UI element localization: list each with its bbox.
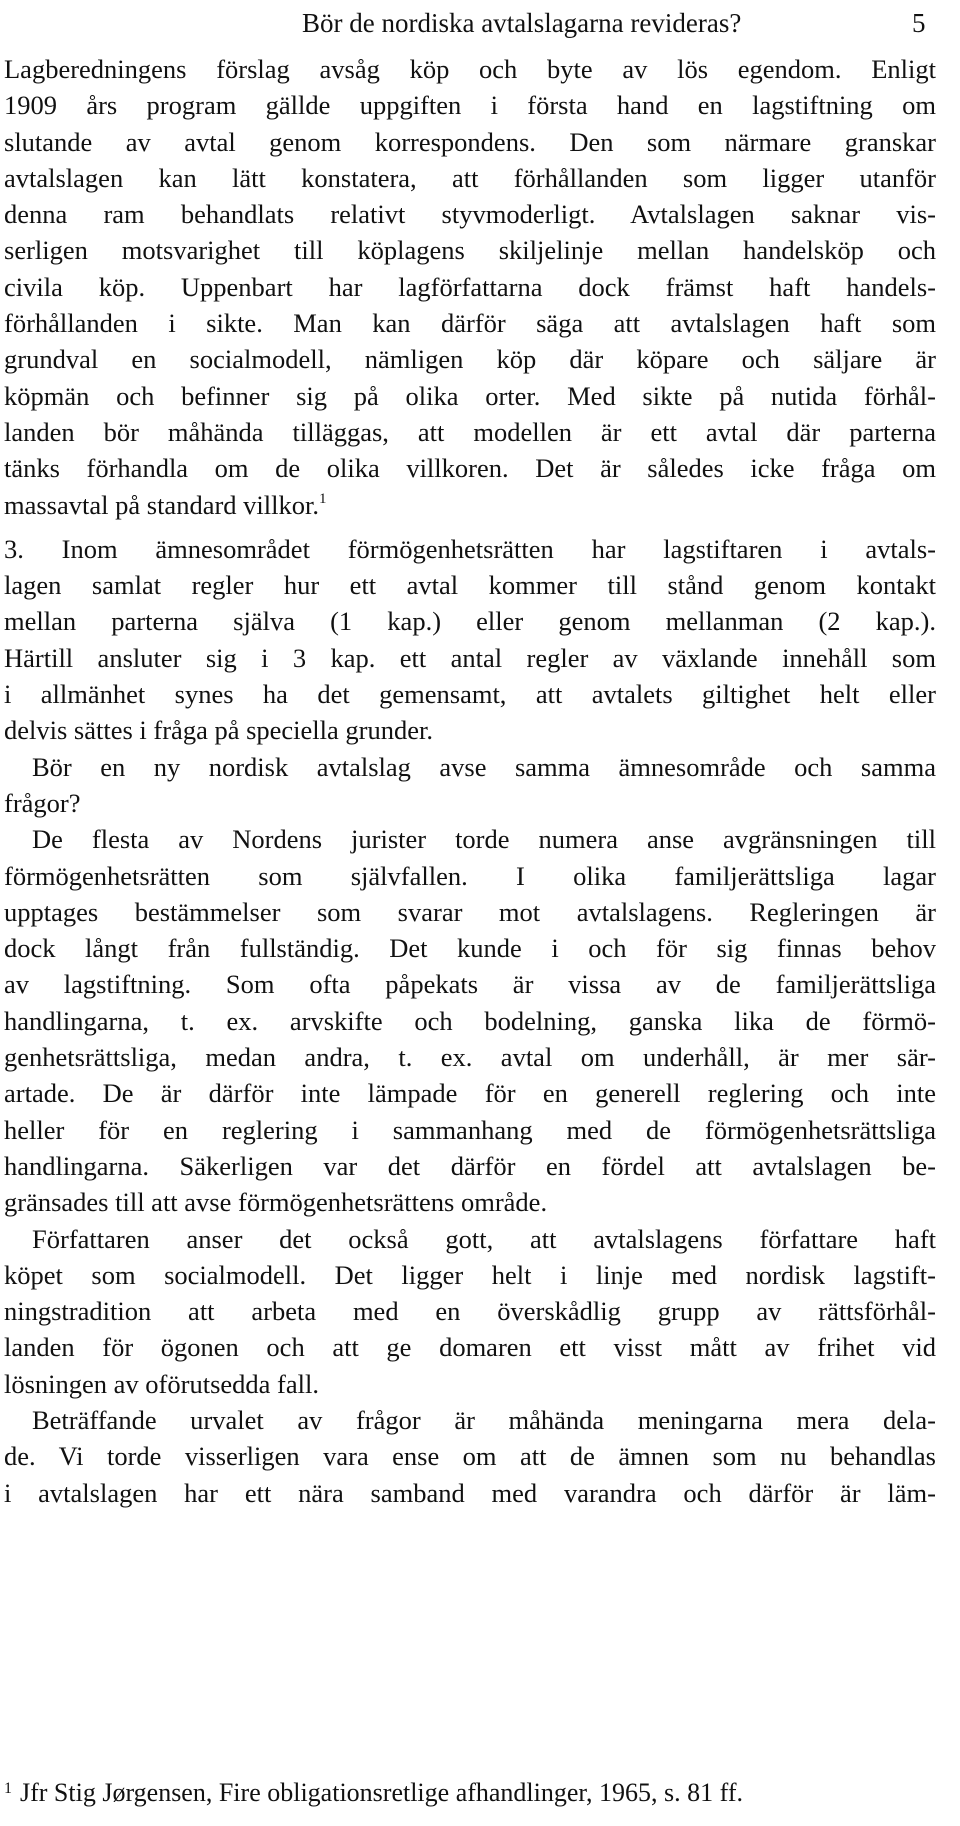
text-line: denna ram behandlats relativt styvmoderligt. Avtalslagen saknar vis- bbox=[4, 199, 936, 230]
footnote-text: Jfr Stig Jørgensen, Fire obligationsretlige afhandlinger, 1965, s. 81 ff. bbox=[20, 1778, 743, 1807]
text-line: gränsades till att avse förmögenhetsrättens område. bbox=[4, 1187, 548, 1218]
text-line: artade. De är därför inte lämpade för en generell reglering och inte bbox=[4, 1078, 936, 1109]
text-line: landen för ögonen och att ge domaren ett visst mått av frihet vid bbox=[4, 1332, 936, 1363]
text-line: avtalslagen kan lätt konstatera, att förhållanden som ligger utanför bbox=[4, 162, 936, 193]
text-line: Författaren anser det också gott, att avtalslagens författare haft bbox=[32, 1223, 936, 1254]
text-line: ningstradition att arbeta med en överskådlig grupp av rättsförhål- bbox=[4, 1296, 936, 1327]
text-line: Bör en ny nordisk avtalslag avse samma ämnesområde och samma bbox=[32, 751, 936, 782]
text-line: De flesta av Nordens jurister torde numera anse avgränsningen till bbox=[32, 824, 936, 855]
text-line: Härtill ansluter sig i 3 kap. ett antal regler av växlande innehåll som bbox=[4, 642, 936, 673]
text-line: dock långt från fullständig. Det kunde i och för sig finnas behov bbox=[4, 933, 936, 964]
text-line: i allmänhet synes ha det gemensamt, att avtalets giltighet helt eller bbox=[4, 679, 936, 710]
paragraph-1 bbox=[4, 51, 936, 523]
text-line: 3. Inom ämnesområdet förmögenhetsrätten har lagstiftaren i avtals- bbox=[4, 533, 936, 564]
text-line: förhållanden i sikte. Man kan därför säga att avtalslagen haft som bbox=[4, 308, 936, 339]
text-line-content: massavtal på standard villkor. bbox=[4, 489, 319, 520]
body-text bbox=[4, 51, 936, 1511]
text-line: serligen motsvarighet till köplagens skiljelinje mellan handelsköp och bbox=[4, 235, 936, 266]
text-line: i avtalslagen har ett nära samband med varandra och därför är läm- bbox=[4, 1477, 936, 1508]
text-line: lagen samlat regler hur ett avtal kommer till stånd genom kontakt bbox=[4, 570, 936, 601]
text-line: köpet som socialmodell. Det ligger helt i linje med nordisk lagstift- bbox=[4, 1259, 936, 1290]
footnote-mark: 1 bbox=[4, 1780, 12, 1797]
text-line: slutande av avtal genom korrespondens. Den som närmare granskar bbox=[4, 126, 936, 157]
text-line: 1909 års program gällde uppgiften i första hand en lagstiftning om bbox=[4, 90, 936, 121]
text-line: landen bör måhända tilläggas, att modellen är ett avtal där parterna bbox=[4, 416, 936, 447]
text-line: lösningen av oförutsedda fall. bbox=[4, 1368, 319, 1399]
text-line: handlingarna, t. ex. arvskifte och bodelning, ganska lika de förmö- bbox=[4, 1005, 936, 1036]
text-line: delvis sättes i fråga på speciella grunder. bbox=[4, 715, 433, 746]
text-line: civila köp. Uppenbart har lagförfattarna dock främst haft handels- bbox=[4, 271, 936, 302]
text-line: mellan parterna själva (1 kap.) eller genom mellanman (2 kap.). bbox=[4, 606, 936, 637]
text-line: handlingarna. Säkerligen var det därför en fördel att avtalslagen be- bbox=[4, 1150, 936, 1181]
text-line: frågor? bbox=[4, 787, 81, 818]
text-line bbox=[4, 487, 936, 523]
text-line: de. Vi torde visserligen vara ense om att de ämnen som nu behandlas bbox=[4, 1441, 936, 1472]
text-line: heller för en reglering i sammanhang med de förmögenhetsrättsliga bbox=[4, 1114, 936, 1145]
text-line: av lagstiftning. Som ofta påpekats är vissa av de familjerättsliga bbox=[4, 969, 936, 1000]
text-line: Lagberedningens förslag avsåg köp och byte av lös egendom. Enligt bbox=[4, 54, 936, 84]
text-line: upptages bestämmelser som svarar mot avtalslagens. Regleringen är bbox=[4, 896, 936, 927]
text-line: grundval en socialmodell, nämligen köp där köpare och säljare är bbox=[4, 344, 936, 375]
text-line: köpmän och befinner sig på olika orter. Med sikte på nutida förhål- bbox=[4, 380, 936, 411]
footnote bbox=[4, 1776, 936, 1810]
text-line: tänks förhandla om de olika villkoren. Det är således icke fråga om bbox=[4, 453, 936, 484]
page-number: 5 bbox=[912, 8, 926, 38]
text-line: genhetsrättsliga, medan andra, t. ex. avtal om underhåll, är mer sär- bbox=[4, 1042, 936, 1073]
text-line: Beträffande urvalet av frågor är måhända meningarna mera dela- bbox=[32, 1404, 936, 1435]
running-title: Bör de nordiska avtalslagarna revideras? bbox=[302, 8, 742, 38]
text-line: förmögenhetsrätten som självfallen. I olika familjerättsliga lagar bbox=[4, 860, 936, 891]
footnote-reference: 1 bbox=[319, 490, 327, 507]
